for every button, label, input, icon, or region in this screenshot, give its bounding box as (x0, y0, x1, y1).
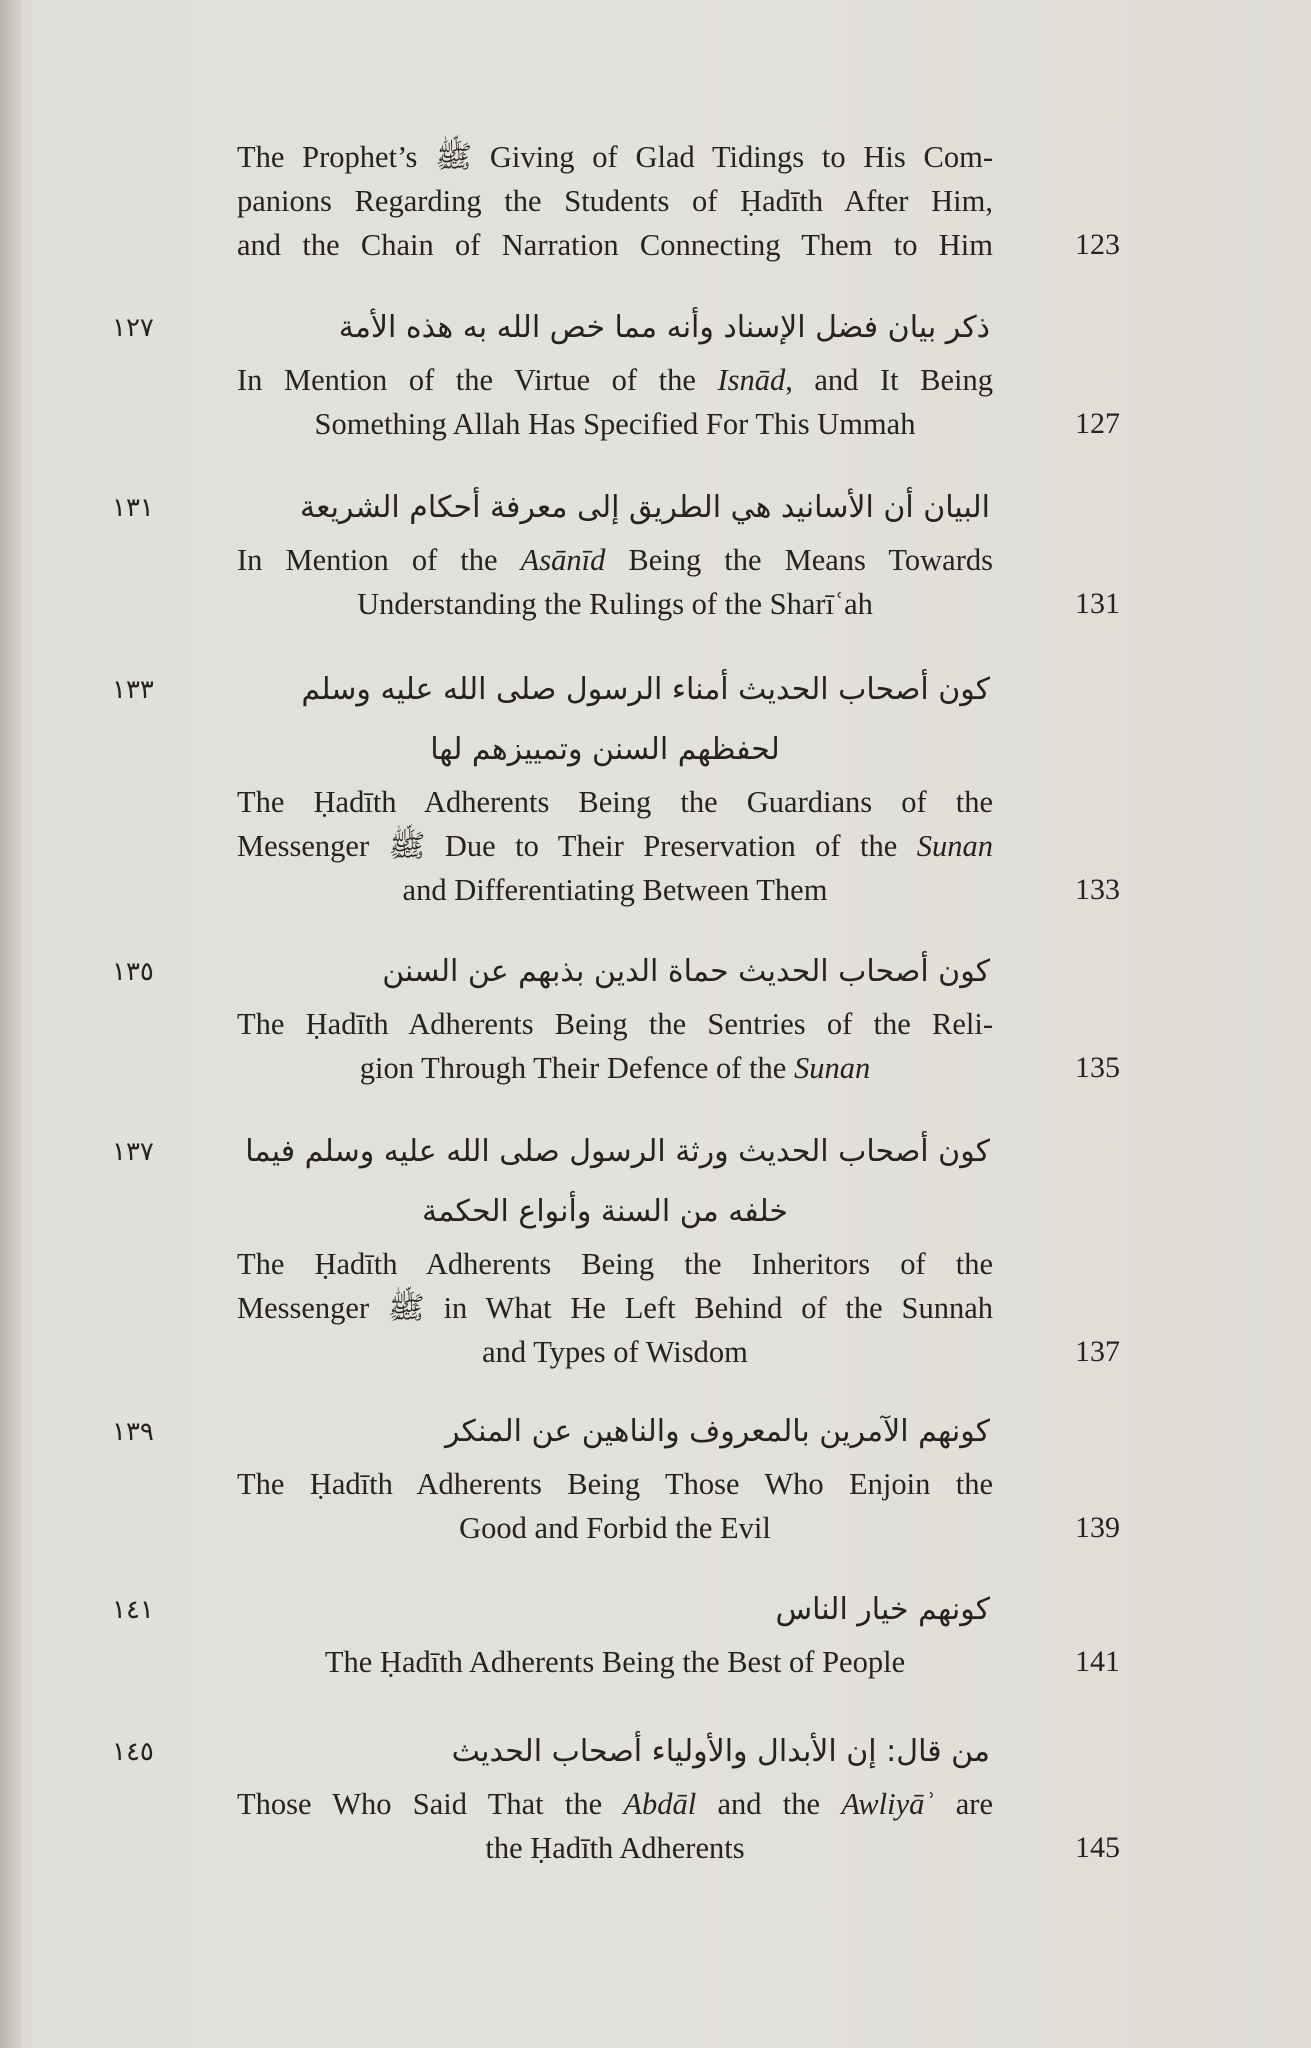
arabic-page-number: ١٤١ (112, 1595, 154, 1625)
arabic-heading-row (0, 1402, 1311, 1462)
arabic-heading-row (0, 1182, 1311, 1242)
english-heading (0, 538, 1311, 626)
heading-text: In Mention of the (237, 543, 521, 577)
heading-text: are (934, 1787, 994, 1821)
page-number: 135 (1075, 1051, 1120, 1084)
heading-text: Messenger ﷺ Due to Their Preservation of the (237, 829, 917, 863)
toc-entry (0, 1580, 1311, 1684)
heading-text: The Ḥadīth Adherents Being the Sentries of the Reli- (237, 1007, 993, 1041)
english-heading-line (237, 402, 993, 446)
heading-text: The Ḥadīth Adherents Being the Inheritors of the (237, 1247, 993, 1281)
toc-entry (0, 135, 1311, 267)
english-heading-line (237, 1242, 993, 1286)
arabic-heading-row (0, 1122, 1311, 1182)
arabic-page-number: ١٣١ (112, 493, 154, 523)
arabic-heading: كون أصحاب الحديث حماة الدين بذبهم عن السنن (382, 954, 990, 989)
english-heading (0, 780, 1311, 912)
heading-text: The Ḥadīth Adherents Being the Best of People (324, 1645, 906, 1679)
italic-term: Sunan (793, 1051, 871, 1085)
arabic-heading: ذكر بيان فضل الإسناد وأنه مما خص الله به هذه الأمة (338, 310, 990, 345)
heading-text: the Ḥadīth Adherents (485, 1831, 745, 1865)
arabic-heading-row (0, 478, 1311, 538)
arabic-heading-row (0, 942, 1311, 1002)
heading-text: and the (696, 1787, 842, 1821)
arabic-heading: كون أصحاب الحديث أمناء الرسول صلى الله عليه وسلم (301, 672, 990, 707)
italic-term: Sunan (916, 829, 993, 863)
page-number: 131 (1075, 587, 1120, 620)
arabic-heading-row (0, 1722, 1311, 1782)
toc-entry (0, 298, 1311, 446)
arabic-heading: كونهم الآمرين بالمعروف والناهين عن المنكر (444, 1414, 990, 1449)
heading-text: , and It Being (785, 363, 993, 397)
arabic-heading: البيان أن الأسانيد هي الطريق إلى معرفة أحكام الشريعة (300, 490, 990, 525)
heading-text: The Ḥadīth Adherents Being Those Who Enjoin the (237, 1467, 993, 1501)
english-heading-line (237, 780, 993, 824)
arabic-page-number: ١٤٥ (112, 1737, 154, 1767)
heading-text: and Types of Wisdom (482, 1335, 748, 1369)
arabic-heading-row (0, 660, 1311, 720)
english-heading-line (237, 1640, 993, 1684)
heading-text: and Differentiating Between Them (402, 873, 828, 907)
english-heading-line (237, 1330, 993, 1374)
heading-text: Understanding the Rulings of the Sharīʿah (357, 587, 873, 621)
italic-term: Abdāl (623, 1787, 697, 1821)
arabic-page-number: ١٣٧ (112, 1137, 154, 1167)
arabic-heading-row (0, 298, 1311, 358)
english-heading-line (237, 1046, 993, 1090)
english-heading-line (237, 538, 993, 582)
arabic-heading: خلفه من السنة وأنواع الحكمة (422, 1194, 788, 1229)
english-heading-line (237, 824, 993, 868)
italic-term: Awliyāʾ (841, 1787, 935, 1821)
arabic-page-number: ١٣٥ (112, 957, 154, 987)
heading-text: panions Regarding the Students of Ḥadīth After Him, (237, 184, 993, 218)
english-heading (0, 1462, 1311, 1550)
heading-text: Those Who Said That the (237, 1787, 624, 1821)
english-heading (0, 1242, 1311, 1374)
arabic-heading: كونهم خيار الناس (775, 1592, 990, 1627)
english-heading-line (237, 1002, 993, 1046)
toc-entry (0, 1122, 1311, 1374)
page-number: 133 (1075, 873, 1120, 906)
heading-text: Messenger ﷺ in What He Left Behind of the Sunnah (237, 1291, 993, 1325)
toc-entry (0, 1402, 1311, 1550)
arabic-heading: لحفظهم السنن وتمييزهم لها (430, 732, 780, 767)
heading-text: and the Chain of Narration Connecting Them to Him (237, 228, 993, 262)
english-heading-line (237, 1782, 993, 1826)
heading-text: Something Allah Has Specified For This Ummah (314, 407, 916, 441)
english-heading (0, 1782, 1311, 1870)
heading-text: gion Through Their Defence of the (359, 1051, 794, 1085)
page-number: 127 (1075, 407, 1120, 440)
arabic-heading-row (0, 1580, 1311, 1640)
english-heading-line (237, 1506, 993, 1550)
english-heading-line (237, 1462, 993, 1506)
english-heading-line (237, 1286, 993, 1330)
english-heading-line (237, 582, 993, 626)
heading-text: The Ḥadīth Adherents Being the Guardians of the (237, 785, 993, 819)
arabic-heading: من قال: إن الأبدال والأولياء أصحاب الحديث (451, 1734, 990, 1769)
english-heading-line (237, 358, 993, 402)
heading-text: The Prophet’s ﷺ Giving of Glad Tidings to His Com- (237, 140, 993, 174)
english-heading-line (237, 223, 993, 267)
english-heading (0, 358, 1311, 446)
english-heading (0, 135, 1311, 267)
arabic-heading: كون أصحاب الحديث ورثة الرسول صلى الله عليه وسلم فيما (245, 1134, 990, 1169)
arabic-page-number: ١٣٣ (112, 675, 154, 705)
heading-text: Being the Means Towards (605, 543, 993, 577)
page-number: 137 (1075, 1335, 1120, 1368)
english-heading-line (237, 135, 993, 179)
toc-entry (0, 942, 1311, 1090)
arabic-heading-row (0, 720, 1311, 780)
page-number: 145 (1075, 1831, 1120, 1864)
english-heading (0, 1002, 1311, 1090)
page-number: 141 (1075, 1645, 1120, 1678)
toc-entry (0, 660, 1311, 912)
toc-entry (0, 478, 1311, 626)
arabic-page-number: ١٢٧ (112, 313, 154, 343)
english-heading-line (237, 179, 993, 223)
english-heading (0, 1640, 1311, 1684)
page-number: 139 (1075, 1511, 1120, 1544)
arabic-page-number: ١٣٩ (112, 1417, 154, 1447)
italic-term: Isnād (717, 363, 786, 397)
english-heading-line (237, 868, 993, 912)
english-heading-line (237, 1826, 993, 1870)
heading-text: Good and Forbid the Evil (459, 1511, 771, 1545)
heading-text: In Mention of the Virtue of the (237, 363, 718, 397)
page-number: 123 (1075, 228, 1120, 261)
toc-entry (0, 1722, 1311, 1870)
italic-term: Asānīd (520, 543, 606, 577)
